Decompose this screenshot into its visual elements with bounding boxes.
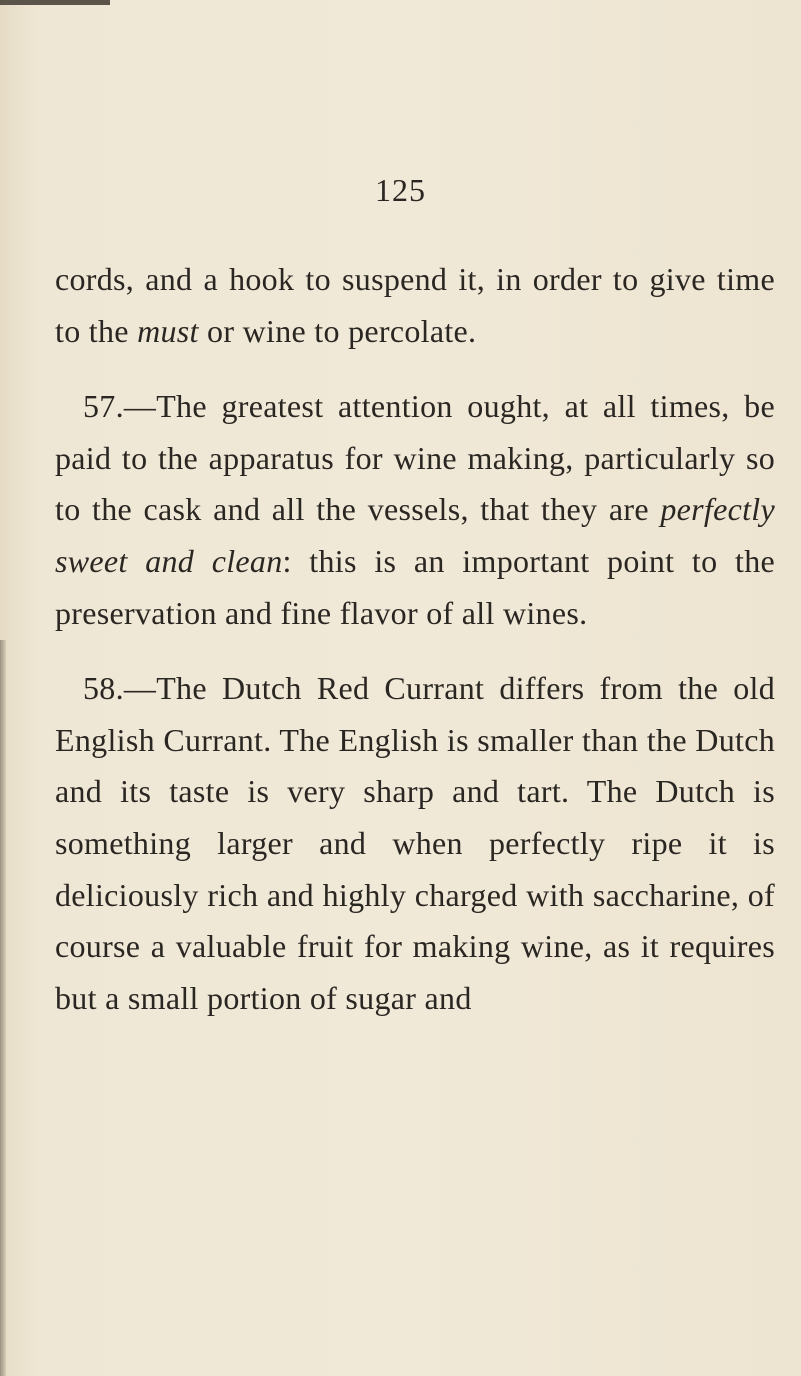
paragraph-text: —The Dutch Red Currant differs from the old English Currant. The English is smaller than the Dutch and its taste is very sharp and tart. The Dutch is something larger and when perfectly ripe it is deliciously rich and highly charged with saccharine, of course a valuable fruit for making wine, as it requires but a small portion of sugar and xyxy=(55,670,775,1016)
paragraph-58 xyxy=(55,663,775,1024)
paragraph-text-end: or wine to percolate. xyxy=(198,312,477,349)
paragraph-number: 58. xyxy=(83,670,124,707)
paragraph-57 xyxy=(55,381,775,639)
paragraph-text: cords, and a hook to suspend it, in order to give time to the xyxy=(55,261,775,349)
page-top-shadow xyxy=(0,0,110,5)
page-number: 125 xyxy=(375,172,426,208)
paragraph-text-end: : this is an important point to the preservation and fine flavor of all wines. xyxy=(55,542,776,631)
paragraph-number: 57. xyxy=(83,388,124,425)
italic-term-must: must xyxy=(137,312,199,349)
paragraph-text: —The greatest attention ought, at all times, be paid to the apparatus for wine making, particularly so to the cask and all the vessels, that they are xyxy=(55,388,775,528)
body-text xyxy=(55,254,775,1024)
italic-phrase: perfectly sweet and clean xyxy=(55,491,775,579)
paragraph-continuation xyxy=(55,254,775,357)
page-binding-shadow xyxy=(0,640,6,1376)
